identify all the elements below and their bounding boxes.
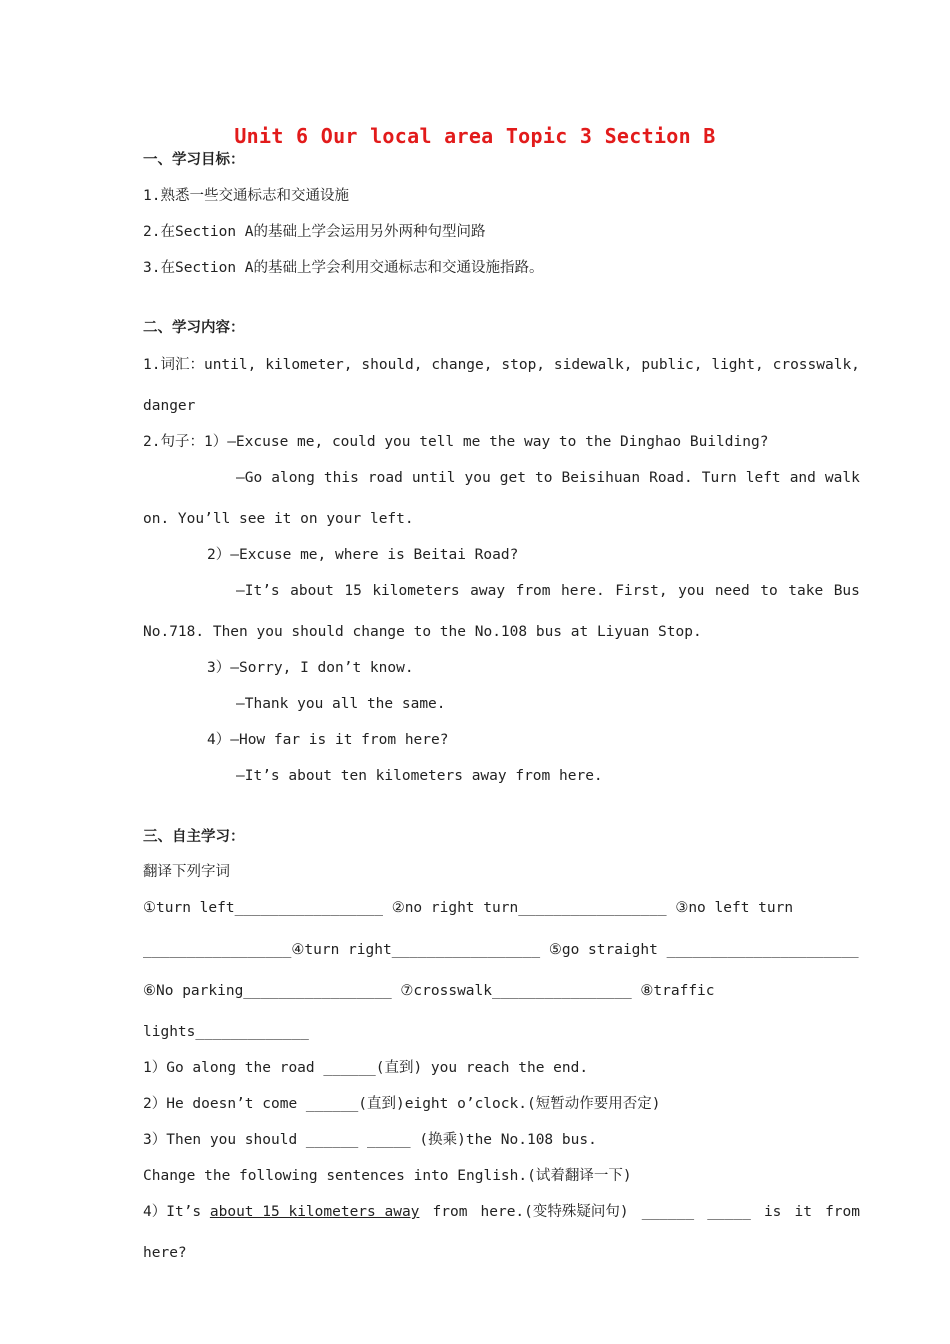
word: walk bbox=[824, 470, 860, 486]
word: here. bbox=[561, 583, 605, 599]
word: until bbox=[411, 470, 456, 486]
word: along bbox=[271, 470, 315, 486]
exercise-4-cont: here? bbox=[143, 1245, 187, 1261]
word: Bus bbox=[833, 583, 860, 599]
sentence-1-answer bbox=[236, 468, 860, 488]
objective-3: 3.在Section A的基础上学会利用交通标志和交通设施指路。 bbox=[143, 260, 544, 276]
sentence-2-answer bbox=[236, 581, 860, 601]
blank: ______ bbox=[641, 1204, 695, 1220]
word: —It’s bbox=[236, 583, 280, 599]
ex4-prefix: 4）It’s bbox=[143, 1204, 202, 1220]
word: get bbox=[499, 470, 526, 486]
exercise-4 bbox=[143, 1202, 860, 1222]
word: you bbox=[678, 583, 705, 599]
word: —Go bbox=[236, 470, 263, 486]
vocab-word: public, bbox=[641, 357, 703, 373]
objective-1: 1.熟悉一些交通标志和交通设施 bbox=[143, 188, 349, 204]
change-label: Change the following sentences into English.(试着翻译一下) bbox=[143, 1168, 632, 1184]
section3-heading: 三、自主学习： bbox=[143, 829, 245, 845]
vocab-word: 1.词汇：until, bbox=[143, 357, 257, 373]
word: kilometers bbox=[372, 583, 460, 599]
word: from bbox=[825, 1204, 860, 1220]
sentence-1-question: 2.句子：1）—Excuse me, could you tell me the way to the Dinghao Building? bbox=[143, 434, 769, 450]
page-title: Unit 6 Our local area Topic 3 Section B bbox=[234, 124, 716, 148]
word: First, bbox=[615, 583, 668, 599]
word: about bbox=[290, 583, 334, 599]
word: to bbox=[534, 470, 553, 486]
word: you bbox=[464, 470, 491, 486]
vocab-word: change, bbox=[431, 357, 493, 373]
translate-row-4: lights_____________ bbox=[143, 1024, 309, 1040]
exercise-2: 2）He doesn’t come ______(直到)eight o’clock.(短暂动作要用否定) bbox=[143, 1096, 661, 1112]
sentence-2-question: 2）—Excuse me, where is Beitai Road? bbox=[207, 547, 519, 563]
sentence-4-question: 4）—How far is it from here? bbox=[207, 732, 449, 748]
word: and bbox=[789, 470, 816, 486]
vocab-word: sidewalk, bbox=[553, 357, 633, 373]
word: left bbox=[745, 470, 781, 486]
word: to bbox=[760, 583, 778, 599]
vocab-continuation: danger bbox=[143, 398, 196, 414]
sentence-2-answer-cont: No.718. Then you should change to the No.108 bus at Liyuan Stop. bbox=[143, 624, 702, 640]
ex4-prefix-group bbox=[143, 1202, 419, 1222]
word: take bbox=[788, 583, 824, 599]
word: Beisihuan bbox=[561, 470, 641, 486]
word: this bbox=[323, 470, 359, 486]
vocab-word: light, bbox=[711, 357, 764, 373]
section2-heading: 二、学习内容： bbox=[143, 320, 245, 336]
vocab-word: stop, bbox=[501, 357, 546, 373]
word: from bbox=[432, 1204, 468, 1220]
vocab-word: crosswalk, bbox=[772, 357, 860, 373]
word: Road. bbox=[649, 470, 693, 486]
exercise-1: 1）Go along the road ______(直到) you reach the end. bbox=[143, 1060, 589, 1076]
vocab-word: should, bbox=[361, 357, 423, 373]
sentence-3-answer: —Thank you all the same. bbox=[236, 696, 446, 712]
section1-heading: 一、学习目标： bbox=[143, 152, 245, 168]
exercise-3: 3）Then you should ______ _____ (换乘)the No.108 bus. bbox=[143, 1132, 597, 1148]
word: from bbox=[515, 583, 551, 599]
translate-label: 翻译下列字词 bbox=[143, 864, 230, 880]
objective-2: 2.在Section A的基础上学会运用另外两种句型问路 bbox=[143, 224, 486, 240]
word: is bbox=[763, 1204, 782, 1220]
word: need bbox=[714, 583, 750, 599]
word: 15 bbox=[344, 583, 362, 599]
blank: _____ bbox=[707, 1204, 751, 1220]
vocab-line bbox=[143, 355, 860, 375]
word: here.(变特殊疑问句) bbox=[480, 1204, 629, 1220]
word: it bbox=[794, 1204, 812, 1220]
translate-row-1: ①turn left_________________ ②no right turn_________________ ③no left turn bbox=[143, 900, 794, 916]
sentence-1-answer-cont: on. You’ll see it on your left. bbox=[143, 511, 414, 527]
translate-row-2: _________________④turn right_________________ ⑤go straight ______________________ bbox=[143, 942, 859, 958]
vocab-word: kilometer, bbox=[265, 357, 353, 373]
word: road bbox=[367, 470, 403, 486]
sentence-4-answer: —It’s about ten kilometers away from here. bbox=[236, 768, 603, 784]
word: Turn bbox=[701, 470, 737, 486]
translate-row-3: ⑥No parking_________________ ⑦crosswalk________________ ⑧traffic bbox=[143, 983, 715, 999]
sentence-3-question: 3）—Sorry, I don’t know. bbox=[207, 660, 414, 676]
ex4-underlined: about 15 kilometers away bbox=[209, 1204, 420, 1220]
word: away bbox=[470, 583, 506, 599]
